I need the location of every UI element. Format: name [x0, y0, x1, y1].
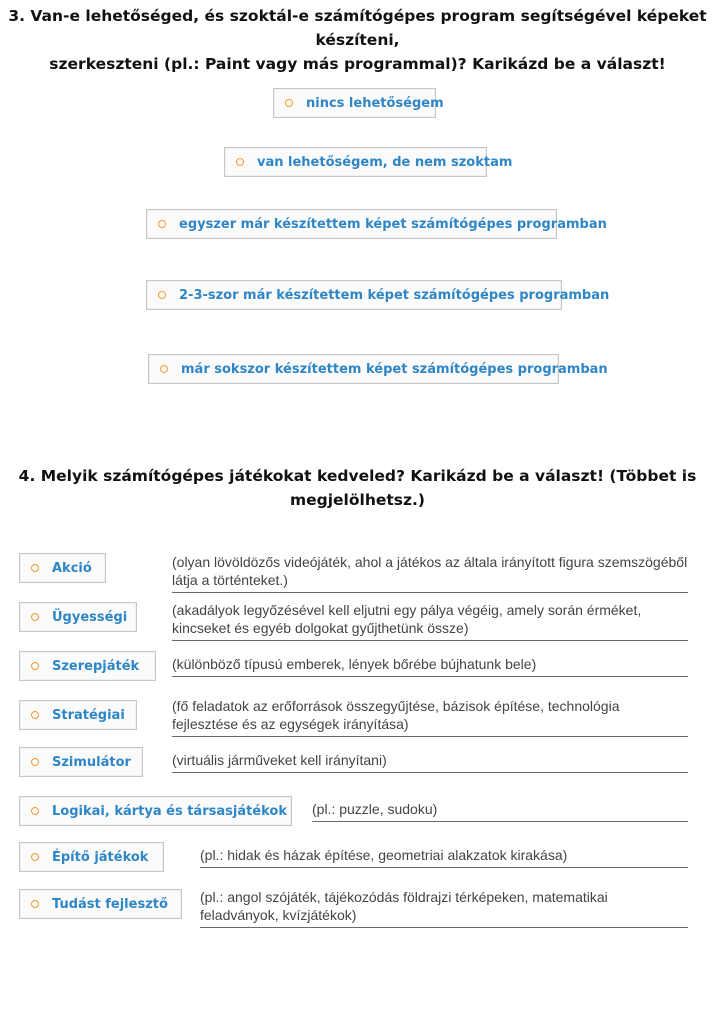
q3-option-5[interactable] — [148, 354, 608, 384]
q3-option-label: nincs lehetőségem — [306, 95, 444, 111]
game-type-label: Ügyességi — [52, 609, 128, 625]
bullet-icon — [31, 662, 39, 670]
bullet-icon — [31, 711, 39, 719]
game-type-description: (pl.: hidak és házak építése, geometriai alakzatok kirakása) — [200, 846, 688, 868]
bullet-icon — [160, 365, 168, 373]
bullet-icon — [31, 564, 39, 572]
bullet-icon — [285, 99, 293, 107]
question-4-title-line-1: 4. Melyik számítógépes játékokat kedveled? Karikázd be a választ! (Többet is — [18, 467, 697, 485]
q3-option-4[interactable] — [146, 280, 610, 310]
q3-option-label: 2-3-szor már készítettem képet számítógépes programban — [179, 287, 610, 303]
game-type-skill[interactable] — [19, 602, 137, 632]
q3-option-3[interactable] — [146, 209, 607, 239]
game-type-label: Akció — [52, 560, 92, 576]
game-type-description: (olyan lövöldözős videójáték, ahol a játékos az általa irányított figura szemszögéből látja a történteket.) — [172, 553, 688, 593]
game-type-description: (pl.: puzzle, sudoku) — [312, 800, 688, 822]
q3-option-label: már sokszor készítettem képet számítógépes programban — [181, 361, 608, 377]
game-type-label: Építő játékok — [52, 849, 149, 865]
game-type-label: Stratégiai — [52, 707, 125, 723]
bullet-icon — [158, 291, 166, 299]
q3-option-1[interactable] — [273, 88, 444, 118]
game-type-description: (virtuális járműveket kell irányítani) — [172, 751, 688, 773]
q3-option-label: van lehetőségem, de nem szoktam — [257, 154, 513, 170]
game-type-educational[interactable] — [19, 889, 182, 919]
game-type-label: Logikai, kártya és társasjátékok — [52, 803, 287, 819]
game-type-strategy[interactable] — [19, 700, 137, 730]
game-type-action[interactable] — [19, 553, 106, 583]
bullet-icon — [31, 758, 39, 766]
question-3-title — [0, 4, 715, 76]
bullet-icon — [31, 853, 39, 861]
question-4-title — [0, 464, 715, 512]
game-type-logic-card-board[interactable] — [19, 796, 292, 826]
question-3-title-line-2: szerkeszteni (pl.: Paint vagy más programmal)? Karikázd be a választ! — [49, 55, 666, 73]
bullet-icon — [31, 807, 39, 815]
bullet-icon — [31, 613, 39, 621]
game-type-simulator[interactable] — [19, 747, 143, 777]
q3-option-2[interactable] — [224, 147, 513, 177]
game-type-description: (akadályok legyőzésével kell eljutni egy pálya végéig, amely során érméket, kincseket és egyéb dolgokat gyűjthetünk össze) — [172, 601, 688, 641]
question-4-title-line-2: megjelölhetsz.) — [289, 491, 426, 509]
bullet-icon — [158, 220, 166, 228]
game-type-label: Szerepjáték — [52, 658, 140, 674]
bullet-icon — [236, 158, 244, 166]
question-3-title-line-1: 3. Van-e lehetőséged, és szoktál-e számítógépes program segítségével képeket készíteni, — [8, 7, 707, 49]
game-type-description: (pl.: angol szójáték, tájékozódás földrajzi térképeken, matematikai feladványok, kvízjátékok) — [200, 888, 688, 928]
game-type-label: Szimulátor — [52, 754, 131, 770]
game-type-description: (fő feladatok az erőforrások összegyűjtése, bázisok építése, technológia fejlesztése és az egységek irányítása) — [172, 697, 688, 737]
game-type-building[interactable] — [19, 842, 164, 872]
bullet-icon — [31, 900, 39, 908]
game-type-roleplay[interactable] — [19, 651, 156, 681]
game-type-description: (különböző típusú emberek, lények bőrébe bújhatunk bele) — [172, 655, 688, 677]
q3-option-label: egyszer már készítettem képet számítógépes programban — [179, 216, 607, 232]
game-type-label: Tudást fejlesztő — [52, 896, 168, 912]
